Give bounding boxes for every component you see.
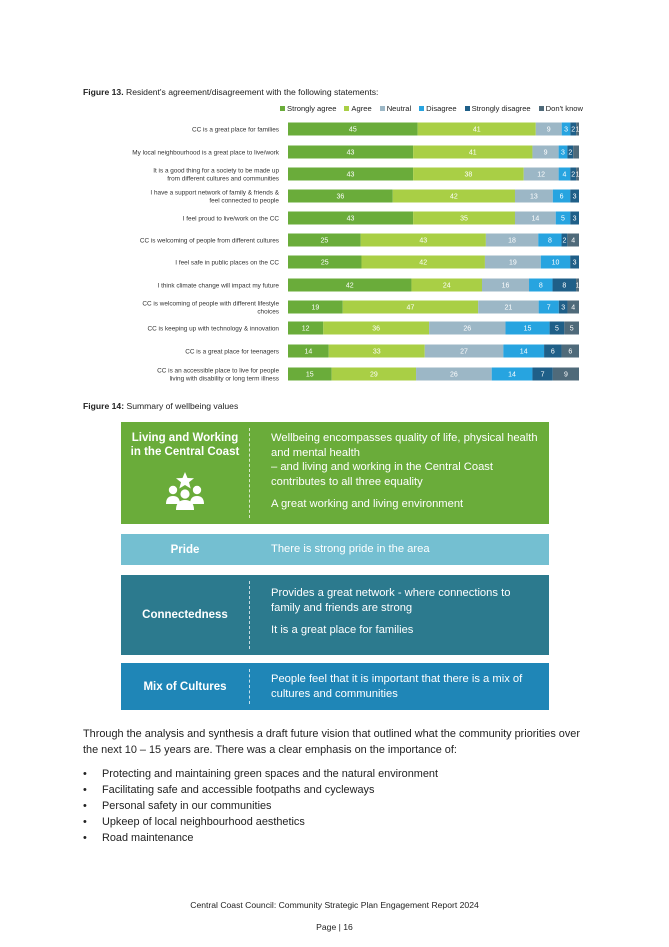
data-label: 3 xyxy=(572,215,577,223)
data-label: 42 xyxy=(449,193,458,201)
priority-bullet-list xyxy=(83,766,438,846)
bar-segment xyxy=(573,146,579,159)
wellbeing-desc-connectedness xyxy=(271,586,541,638)
data-label: 5 xyxy=(561,215,565,223)
figure-14-caption xyxy=(83,401,238,411)
wellbeing-row-pride xyxy=(121,534,549,565)
data-label: 33 xyxy=(372,348,381,356)
figure-14-label: Figure 14: xyxy=(83,401,125,411)
legend-label: Disagree xyxy=(426,104,457,113)
data-label: 3 xyxy=(561,149,565,157)
data-label: 8 xyxy=(538,282,543,290)
desc-line: – and living and working in the Central Coast contributes to all three equality xyxy=(271,461,494,488)
data-label: 14 xyxy=(304,348,313,356)
data-label: 42 xyxy=(345,282,354,290)
desc-line: A great working and living environment xyxy=(271,498,464,510)
data-label: 3 xyxy=(564,126,568,134)
data-label: 9 xyxy=(543,149,548,157)
bullet-item: • Facilitating safe and accessible footpaths and cycleways xyxy=(83,782,438,798)
data-label: 13 xyxy=(529,193,538,201)
footer-report-title: Central Coast Council: Community Strategic Plan Engagement Report 2024 xyxy=(190,900,479,910)
category-label: CC is a great place for teenagers xyxy=(185,348,279,356)
data-label: 19 xyxy=(311,304,320,312)
data-label: 12 xyxy=(537,171,546,179)
data-label: 2 xyxy=(571,171,576,179)
bullet-item: • Road maintenance xyxy=(83,830,438,846)
data-label: 15 xyxy=(523,325,532,333)
category-label: It is a good thing for a society to be made up from different cultures and communities xyxy=(153,167,279,183)
category-label: CC is keeping up with technology & innovation xyxy=(147,325,279,333)
data-label: 6 xyxy=(550,348,555,356)
wellbeing-title-mix-of-cultures: Mix of Cultures xyxy=(143,680,227,693)
data-label: 5 xyxy=(554,325,559,333)
category-label: My local neighbourhood is a great place to live/work xyxy=(132,149,279,157)
data-label: 25 xyxy=(320,237,329,245)
wellbeing-row-mix-of-cultures xyxy=(121,663,549,710)
data-label: 24 xyxy=(442,282,451,290)
legend-label: Strongly disagree xyxy=(471,104,531,113)
data-label: 27 xyxy=(460,348,468,356)
data-label: 41 xyxy=(468,149,477,157)
wellbeing-row-living-working xyxy=(121,422,549,524)
wellbeing-title-pride: Pride xyxy=(170,543,200,556)
data-label: 25 xyxy=(320,259,329,267)
wellbeing-desc-mix-of-cultures xyxy=(271,672,541,701)
data-label: 43 xyxy=(419,237,428,245)
category-label: CC is an accessible place to live for people living with disability or long term illness xyxy=(157,367,279,383)
data-label: 1 xyxy=(575,171,580,179)
data-label: 19 xyxy=(508,259,517,267)
data-label: 3 xyxy=(572,259,577,267)
data-label: 3 xyxy=(561,304,566,312)
data-label: 36 xyxy=(336,193,345,201)
category-label: I have a support network of family & friends & feel connected to people xyxy=(150,189,279,205)
data-label: 2 xyxy=(568,149,573,157)
figure-14-caption-text: Summary of wellbeing values xyxy=(126,401,239,411)
wellbeing-title-living-working xyxy=(121,422,249,524)
data-label: 18 xyxy=(508,237,516,245)
data-label: 14 xyxy=(519,348,528,356)
data-label: 4 xyxy=(562,171,567,179)
data-label: 36 xyxy=(372,325,381,333)
data-label: 26 xyxy=(463,325,472,333)
divider xyxy=(249,669,250,704)
wellbeing-desc-living-working xyxy=(271,431,541,512)
legend-label: Agree xyxy=(351,104,372,113)
data-label: 42 xyxy=(419,259,428,267)
data-label: 6 xyxy=(559,193,564,201)
category-label: CC is a great place for families xyxy=(191,126,279,134)
figure-13-label: Figure 13. xyxy=(83,87,124,97)
data-label: 2 xyxy=(562,237,567,245)
data-label: 43 xyxy=(346,149,355,157)
data-label: 38 xyxy=(464,171,473,179)
data-label: 3 xyxy=(572,193,577,201)
living-working-title-text: Living and Working in the Central Coast xyxy=(130,432,240,458)
desc-line: People feel that it is important that there is a mix of cultures and communities xyxy=(271,673,523,700)
data-label: 26 xyxy=(449,371,458,379)
data-label: 7 xyxy=(540,371,545,379)
desc-line: There is strong pride in the area xyxy=(271,543,430,555)
wellbeing-row-connectedness xyxy=(121,575,549,655)
category-label: CC is welcoming of people from different cultures xyxy=(139,237,279,245)
figure-13-caption-text: Resident's agreement/disagreement with the following statements: xyxy=(125,87,379,97)
data-label: 9 xyxy=(563,371,568,379)
data-label: 5 xyxy=(569,325,574,333)
data-label: 14 xyxy=(531,215,540,223)
data-label: 41 xyxy=(472,126,481,134)
data-label: 15 xyxy=(305,371,314,379)
data-label: 47 xyxy=(406,304,415,312)
data-label: 9 xyxy=(546,126,551,134)
category-label: I think climate change will impact my future xyxy=(157,282,279,290)
data-label: 6 xyxy=(568,348,573,356)
category-label: CC is welcoming of people with different lifestyle choices xyxy=(142,300,279,316)
data-label: 43 xyxy=(346,215,355,223)
data-label: 12 xyxy=(301,325,310,333)
data-label: 4 xyxy=(571,237,576,245)
data-label: 14 xyxy=(508,371,516,379)
legend-label: Strongly agree xyxy=(287,104,337,113)
data-label: 2 xyxy=(571,126,576,134)
data-label: 43 xyxy=(346,171,355,179)
data-label: 8 xyxy=(562,282,567,290)
desc-line: Provides a great network - where connections to family and friends are strong xyxy=(271,587,511,614)
data-label: 35 xyxy=(460,215,468,223)
data-label: 1 xyxy=(575,126,580,134)
intro-paragraph: Through the analysis and synthesis a draft future vision that outlined what the community priorities over the next 10 – 15 years are. There was a clear emphasis on the importance of: xyxy=(83,728,580,756)
community-group-star-icon xyxy=(163,471,207,511)
data-label: 1 xyxy=(575,282,580,290)
data-label: 45 xyxy=(348,126,357,134)
bullet-item: • Protecting and maintaining green spaces and the natural environment xyxy=(83,766,438,782)
data-label: 21 xyxy=(504,304,513,312)
stacked-bar-chart xyxy=(0,0,669,400)
divider xyxy=(249,428,250,518)
divider xyxy=(249,581,250,649)
legend-label: Neutral xyxy=(386,104,412,113)
bullet-item: • Personal safety in our communities xyxy=(83,798,438,814)
data-label: 29 xyxy=(369,371,378,379)
category-label: I feel safe in public places on the CC xyxy=(175,259,279,267)
page-number: Page | 16 xyxy=(316,922,353,932)
wellbeing-desc-pride xyxy=(271,542,541,557)
wellbeing-title-connectedness: Connectedness xyxy=(142,609,228,621)
bullet-item: • Upkeep of local neighbourhood aesthetics xyxy=(83,814,438,830)
desc-line: Wellbeing encompasses quality of life, physical health and mental health xyxy=(271,432,538,459)
data-label: 8 xyxy=(547,237,552,245)
desc-line: It is a great place for families xyxy=(271,624,414,636)
data-label: 4 xyxy=(571,304,576,312)
category-label: I feel proud to live/work on the CC xyxy=(182,215,279,223)
data-label: 7 xyxy=(546,304,551,312)
data-label: 10 xyxy=(551,259,560,267)
data-label: 16 xyxy=(501,282,510,290)
legend-label: Don't know xyxy=(545,104,583,113)
